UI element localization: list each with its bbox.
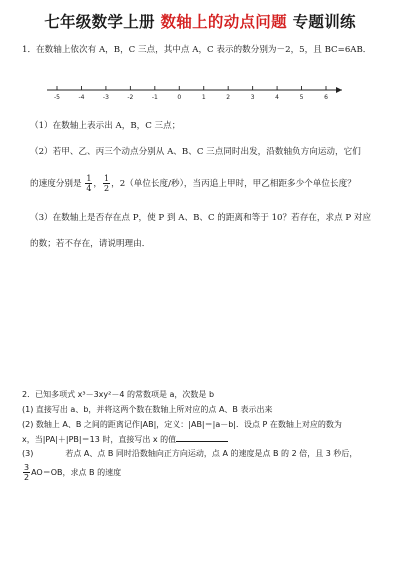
fraction-separator: ， [93, 179, 103, 189]
fraction-denominator: 2 [24, 473, 30, 482]
number-line-tick-label: -1 [151, 94, 158, 101]
number-line-tick-label: 4 [275, 94, 280, 101]
fraction-one-half [103, 174, 110, 193]
number-line-tick-label: 6 [324, 94, 328, 101]
number-line-tick-label: -2 [127, 94, 134, 101]
number-line-tick-label: -5 [54, 94, 60, 101]
q1-part1: （1）在数轴上表示出 A，B，C 三点； [30, 121, 181, 131]
fraction-numerator: 3 [24, 463, 30, 472]
title-part-training: 专题训练 [292, 12, 356, 31]
q2-part2-line2 [22, 433, 228, 446]
page-title [0, 10, 400, 32]
fraction-three-halves [23, 463, 30, 482]
title-part-topic: 数轴上的动点问题 [160, 12, 287, 31]
q1-part2-line1: （2）若甲、乙、丙三个动点分别从 A、B、C 三点同时出发，沿数轴负方向运动，它们 [30, 147, 361, 157]
q2-part2-text: x，当|PA|＋|PB|＝13 时，直接写出 x 的值 [22, 435, 177, 444]
number-line-tick-label: -3 [102, 94, 109, 101]
q1-part3-line1: （3）在数轴上是否存在点 P，使 P 到 A、B、C 的距离和等于 10？若存在，求点 P 对应 [30, 213, 372, 223]
fraction-denominator: 2 [104, 184, 110, 193]
q2-part1: (1) 直接写出 a、b，并将这两个数在数轴上所对应的点 A、B 表示出来 [22, 405, 273, 414]
fraction-one-quarter [85, 174, 92, 193]
number-line-tick-label: 0 [177, 94, 182, 101]
title-part-grade: 七年级数学上册 [44, 12, 155, 31]
q2-part3-text: AO＝OB，求点 B 的速度 [31, 468, 122, 477]
fraction-denominator: 4 [86, 184, 92, 193]
fraction-numerator: 1 [104, 174, 110, 183]
q1-part3-line2: 的数；若不存在，请说明理由． [30, 239, 151, 249]
number-line-arrow-icon [336, 87, 342, 93]
number-line-tick-label: -4 [78, 94, 85, 101]
fraction-numerator: 1 [86, 174, 92, 183]
q1-part2-prefix: 的速度分别是 [30, 179, 82, 189]
number-line-tick-label: 2 [226, 94, 231, 101]
q1-number-line [0, 74, 400, 108]
q1-part2-line2 [30, 173, 356, 195]
q2-stem: 2．已知多项式 x³－3xy²－4 的常数项是 a，次数是 b [22, 390, 215, 399]
number-line-tick-label: 5 [299, 94, 304, 101]
q1-stem: 1．在数轴上依次有 A，B，C 三点，其中点 A，C 表示的数分别为－2，5，且 BC=6AB． [22, 45, 372, 55]
q2-part3-line1: (3) 若点 A、点 B 同时沿数轴向正方向运动，点 A 的速度是点 B 的 2 倍，且 3 秒后， [22, 449, 358, 458]
number-line-tick-label: 3 [250, 94, 255, 101]
q2-part2-line1: (2) 数轴上 A、B 之间的距离记作|AB|，定义：|AB|＝|a－b|．设点 P 在数轴上对应的数为 [22, 420, 342, 429]
answer-blank [176, 433, 228, 442]
q1-part2-suffix: ，2（单位长度/秒），当丙追上甲时，甲乙相距多少个单位长度？ [111, 179, 356, 189]
q2-part3-line2 [22, 462, 121, 484]
number-line-tick-label: 1 [201, 94, 206, 101]
